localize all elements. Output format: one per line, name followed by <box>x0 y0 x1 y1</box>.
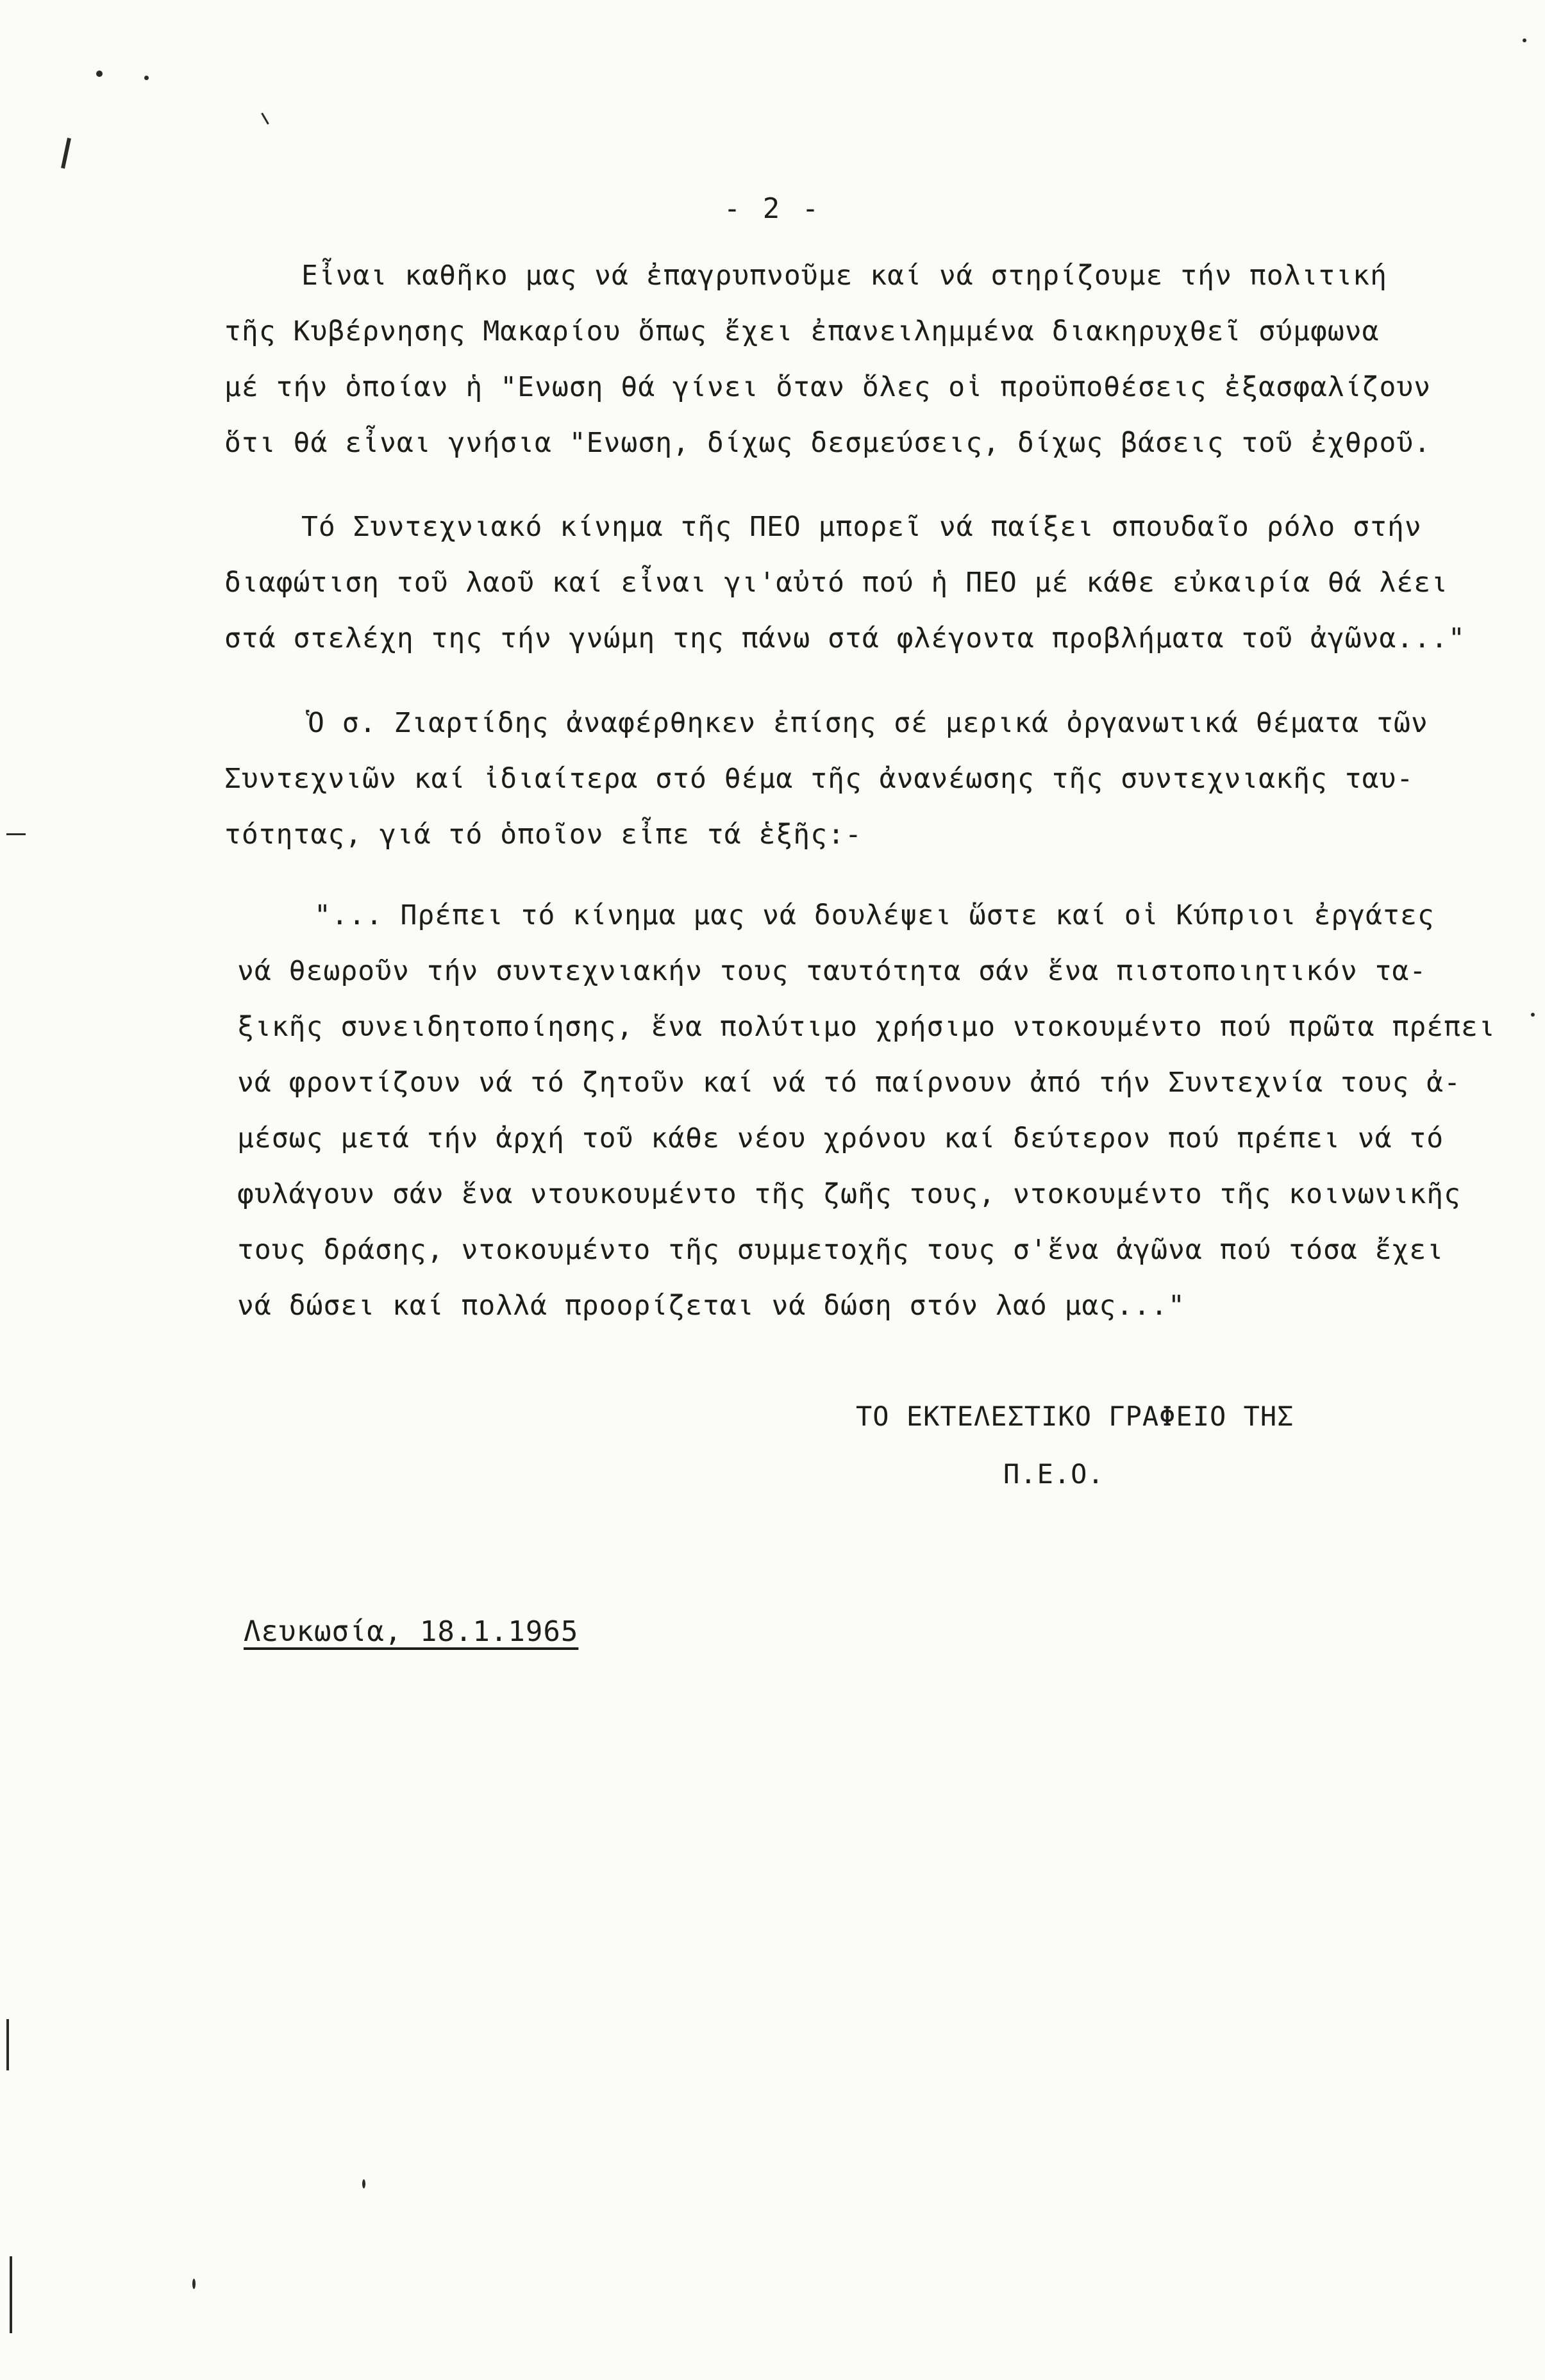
scan-mark <box>6 2019 9 2070</box>
paragraph-4-line-5: μέσως μετά τήν ἀρχή τοῦ κάθε νέου χρόνου καί δεύτερον πού πρέπει νά τό <box>237 1122 1444 1154</box>
paragraph-2-line-1: Τό Συντεχνιακό κίνημα τῆς ΠΕΟ μπορεῖ νά παίξει σπουδαῖο ρόλο στήν <box>301 511 1422 543</box>
paragraph-1-line-4: ὅτι θά εἶναι γνήσια "Ενωση, δίχως δεσμεύσεις, δίχως βάσεις τοῦ ἐχθροῦ. <box>224 427 1432 459</box>
signature-line-2: Π.Ε.Ο. <box>1003 1458 1105 1490</box>
document-date: Λευκωσία, 18.1.1965 <box>244 1615 579 1648</box>
paragraph-3-line-1: Ὁ σ. Ζιαρτίδης ἀναφέρθηκεν ἐπίσης σέ μερικά ὀργανωτικά θέματα τῶν <box>308 707 1428 739</box>
paragraph-4-line-2: νά θεωροῦν τήν συντεχνιακήν τους ταυτότητα σάν ἕνα πιστοποιητικόν τα- <box>237 955 1427 987</box>
paragraph-1-line-3: μέ τήν ὁποίαν ἡ "Ενωση θά γίνει ὅταν ὅλες οἱ προϋποθέσεις ἐξασφαλίζουν <box>224 371 1432 403</box>
paragraph-4-line-3: ξικῆς συνειδητοποίησης, ἕνα πολύτιμο χρήσιμο ντοκουμέντο πού πρῶτα πρέπει <box>237 1011 1496 1043</box>
page-number: - 2 - <box>723 192 822 225</box>
paragraph-1-line-2: τῆς Κυβέρνησης Μακαρίου ὅπως ἔχει ἐπανειλημμένα διακηρυχθεῖ σύμφωνα <box>224 315 1380 347</box>
paragraph-4-line-6: φυλάγουν σάν ἕνα ντουκουμέντο τῆς ζωῆς τους, ντοκουμέντο τῆς κοινωνικῆς <box>237 1178 1462 1210</box>
paragraph-4-line-1: "... Πρέπει τό κίνημα μας νά δουλέψει ὥστε καί οἱ Κύπριοι ἐργάτες <box>314 899 1435 931</box>
scan-speck <box>144 76 149 80</box>
scan-speck <box>96 71 103 77</box>
scan-mark <box>61 138 71 169</box>
paragraph-2-line-2: διαφώτιση τοῦ λαοῦ καί εἶναι γι'αὐτό πού ἡ ΠΕΟ μέ κάθε εὐκαιρία θά λέει <box>224 567 1449 599</box>
scan-speck <box>1523 38 1526 42</box>
paragraph-4-line-8: νά δώσει καί πολλά προορίζεται νά δώση στόν λαό μας..." <box>237 1290 1185 1322</box>
paragraph-1-line-1: Εἶναι καθῆκο μας νά ἐπαγρυπνοῦμε καί νά στηρίζουμε τήν πολιτική <box>301 260 1387 292</box>
scan-speck <box>192 2279 196 2289</box>
paragraph-4-line-7: τους δράσης, ντοκουμέντο τῆς συμμετοχῆς τους σ'ἕνα ἀγῶνα πού τόσα ἔχει <box>237 1234 1444 1266</box>
scan-mark <box>10 2256 12 2333</box>
scan-speck <box>362 2179 365 2188</box>
paragraph-3-line-2: Συντεχνιῶν καί ἰδιαίτερα στό θέμα τῆς ἀνανέωσης τῆς συντεχνιακῆς ταυ- <box>224 763 1414 795</box>
scan-mark <box>261 113 269 125</box>
scan-mark <box>6 833 26 835</box>
paragraph-2-line-3: στά στελέχη της τήν γνώμη της πάνω στά φλέγοντα προβλήματα τοῦ ἀγῶνα..." <box>224 622 1466 654</box>
signature-line-1: ΤΟ ΕΚΤΕΛΕΣΤΙΚΟ ΓΡΑΦΕΙΟ ΤΗΣ <box>856 1401 1294 1432</box>
paragraph-3-line-3: τότητας, γιά τό ὁποῖον εἶπε τά ἑξῆς:- <box>224 819 862 851</box>
scan-speck <box>1531 1013 1535 1017</box>
paragraph-4-line-4: νά φροντίζουν νά τό ζητοῦν καί νά τό παίρνουν ἀπό τήν Συντεχνία τους ἀ- <box>237 1067 1462 1099</box>
